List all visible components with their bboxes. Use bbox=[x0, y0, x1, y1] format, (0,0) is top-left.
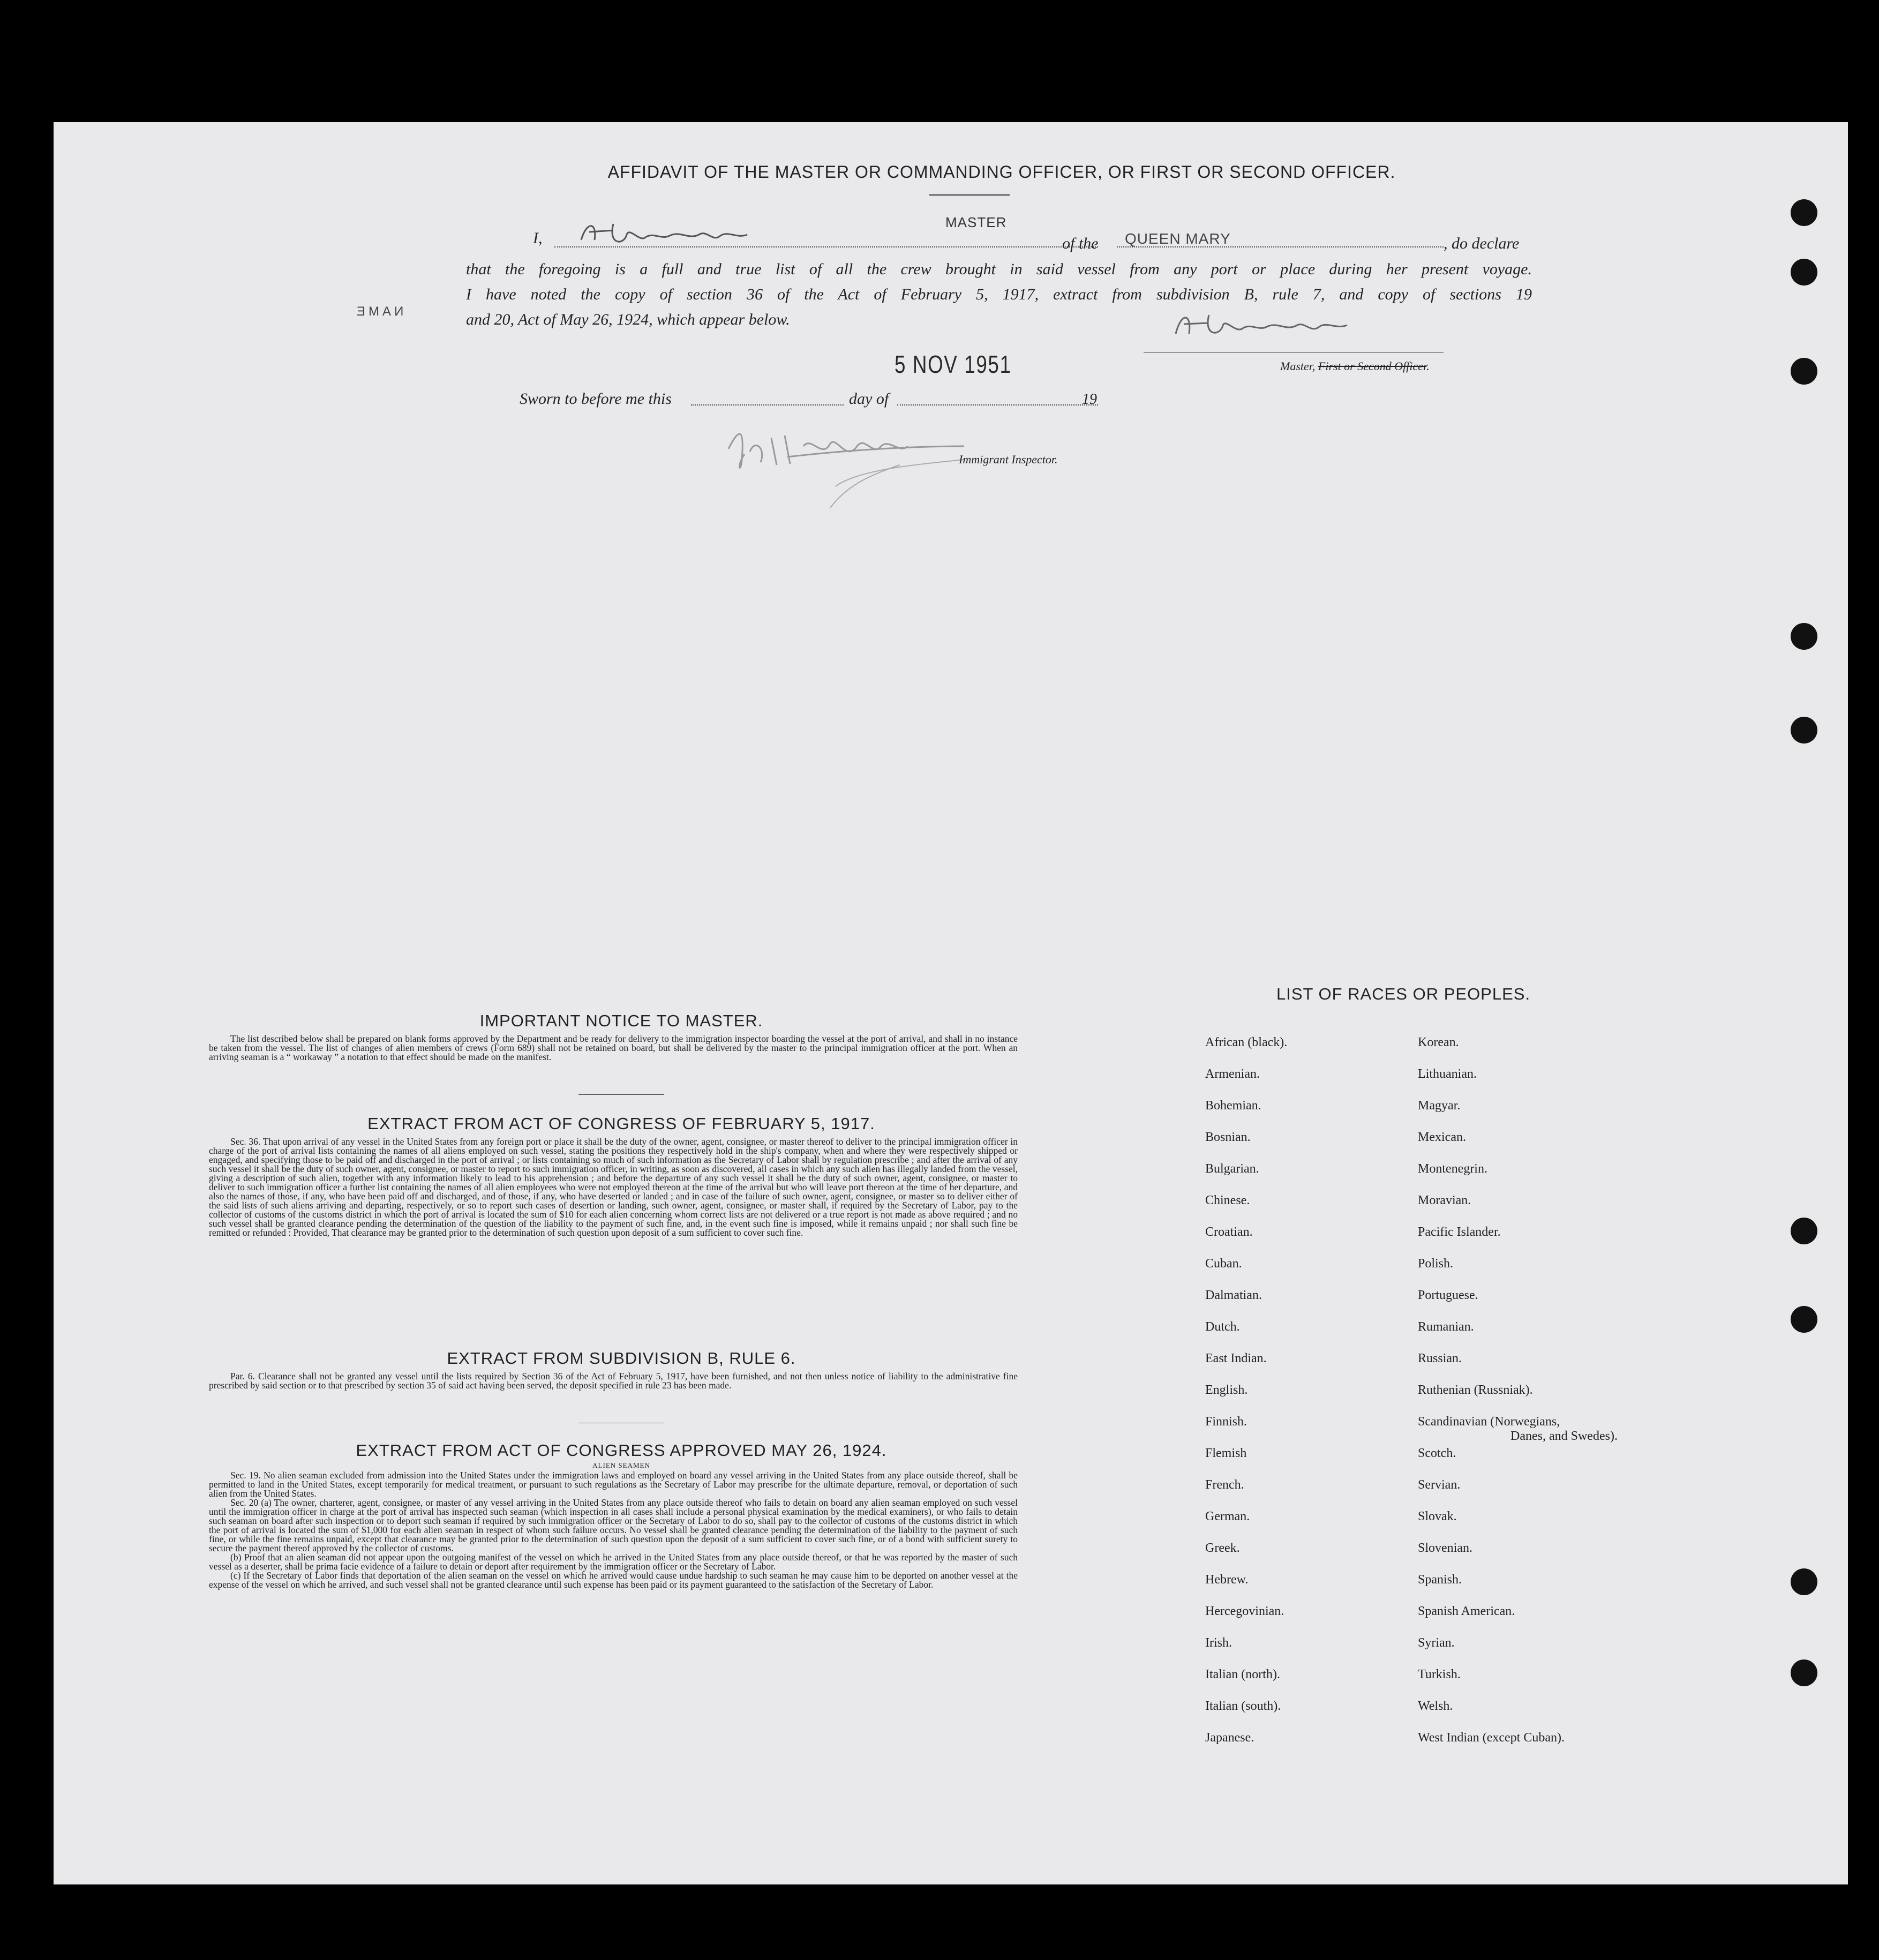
race-item-left: Flemish bbox=[1205, 1446, 1247, 1460]
master-signature-line bbox=[1144, 352, 1444, 353]
race-item-left: Italian (north). bbox=[1205, 1668, 1280, 1681]
race-item-right: Ruthenian (Russniak). bbox=[1418, 1383, 1533, 1397]
races-title: LIST OF RACES OR PEOPLES. bbox=[1276, 985, 1531, 1003]
race-item-right: Magyar. bbox=[1418, 1099, 1461, 1113]
sec19-paragraph: Sec. 19. No alien seaman excluded from admission into the United States under the immigration laws and employed on board any vessel arriving in the United States from any place outside thereof, shall be permitted to land in the United States, except temporarily for medical treatment, or pursuant to such regulations as the Secretary of Labor may prescribe for the ultimate departure, removal, or deportation of such alien from the United States. bbox=[209, 1470, 1018, 1499]
race-item-right: Lithuanian. bbox=[1418, 1067, 1477, 1081]
affidavit-line-2: I have noted the copy of section 36 of the Act of February 5, 1917, extract from subdivision B, rule 7, and copy of sections 19 bbox=[466, 286, 1532, 303]
race-item-left: Bulgarian. bbox=[1205, 1162, 1259, 1176]
race-item-left: East Indian. bbox=[1205, 1351, 1267, 1365]
race-item-right: Rumanian. bbox=[1418, 1320, 1474, 1334]
race-item-right: Slovak. bbox=[1418, 1510, 1457, 1523]
race-item-right: Moravian. bbox=[1418, 1193, 1471, 1207]
extract-1917-text bbox=[209, 1137, 1018, 1237]
race-item-left: Italian (south). bbox=[1205, 1699, 1281, 1713]
notice-text bbox=[209, 1034, 1018, 1062]
extract-1924-title: EXTRACT FROM ACT OF CONGRESS APPROVED MAY 26, 1924. bbox=[356, 1441, 887, 1460]
rule6-title: EXTRACT FROM SUBDIVISION B, RULE 6. bbox=[447, 1349, 796, 1368]
binder-hole bbox=[1791, 717, 1817, 744]
race-item-right: Welsh. bbox=[1418, 1699, 1453, 1713]
sec20c-paragraph: (c) If the Secretary of Labor finds that deportation of the alien seaman on the vessel on which he arrived would cause undue hardship to such seaman he may cause him to be deported on another vessel at the expense of the vessel on which he arrived, and such vessel shall not be granted clearance until such expense has been paid or its payment guaranteed to the satisfaction of the Secretary of Labor. bbox=[209, 1570, 1018, 1590]
binder-hole bbox=[1791, 1218, 1817, 1244]
inspector-signature-image bbox=[696, 417, 1018, 527]
race-item-left: Greek. bbox=[1205, 1541, 1240, 1555]
sworn-day-line bbox=[691, 404, 844, 405]
binder-hole bbox=[1791, 623, 1817, 650]
race-item-right: Servian. bbox=[1418, 1478, 1461, 1492]
rule6-text bbox=[209, 1372, 1018, 1390]
race-item-left: Japanese. bbox=[1205, 1731, 1254, 1745]
race-item-right: Polish. bbox=[1418, 1257, 1454, 1271]
title-divider bbox=[929, 194, 1010, 196]
affidavit-line-1: that the foregoing is a full and true list of all the crew brought in said vessel from any port or place during her present voyage. bbox=[466, 260, 1532, 278]
of-the-label: of the bbox=[1062, 235, 1099, 252]
race-item-left: Irish. bbox=[1205, 1636, 1232, 1650]
inspector-caption: Immigrant Inspector. bbox=[959, 453, 1058, 466]
race-item-right: Syrian. bbox=[1418, 1636, 1455, 1650]
binder-hole bbox=[1791, 1659, 1817, 1686]
binder-hole bbox=[1791, 199, 1817, 226]
master-signature-image bbox=[576, 219, 753, 253]
rule6-paragraph: Par. 6. Clearance shall not be granted any vessel until the lists required by Section 36 of the Act of February 5, 1917, have been furnished, and not then unless notice of liability to the administrative fine prescribed by said section or to that prescribed by section 35 of said act having been served, the deposit specified in rule 23 has been made. bbox=[209, 1371, 1018, 1391]
day-of-label: day of bbox=[849, 390, 889, 408]
year-prefix: 19 bbox=[1082, 391, 1097, 408]
sec20b-paragraph: (b) Proof that an alien seaman did not appear upon the outgoing manifest of the vessel on which he arrived in the United States from any place outside thereof, or that he was reported by the master of such vessel as a deserter, shall be prima facie evidence of a failure to detain or deport after requirement by the immigration officer or the Secretary of Labor. bbox=[209, 1552, 1018, 1572]
race-item-right: Russian. bbox=[1418, 1351, 1462, 1365]
document-page bbox=[54, 122, 1848, 1884]
affidavit-line-3: and 20, Act of May 26, 1924, which appear below. bbox=[466, 311, 790, 328]
margin-stamp: NAME bbox=[354, 304, 404, 319]
race-item-left: Armenian. bbox=[1205, 1067, 1260, 1081]
struck-officer-caption: First or Second Officer bbox=[1318, 359, 1427, 373]
race-item-left: Hercegovinian. bbox=[1205, 1604, 1284, 1618]
race-item-right: Mexican. bbox=[1418, 1130, 1466, 1144]
race-item-right: Slovenian. bbox=[1418, 1541, 1472, 1555]
race-item-left: German. bbox=[1205, 1510, 1250, 1523]
race-item-left: Cuban. bbox=[1205, 1257, 1242, 1271]
race-item-right: Spanish. bbox=[1418, 1573, 1462, 1587]
vessel-name: QUEEN MARY bbox=[1125, 230, 1231, 247]
date-stamp: 5 NOV 1951 bbox=[895, 350, 1012, 378]
race-item-left: English. bbox=[1205, 1383, 1248, 1397]
binder-hole bbox=[1791, 358, 1817, 385]
notice-title: IMPORTANT NOTICE TO MASTER. bbox=[479, 1011, 763, 1030]
race-item-left: Chinese. bbox=[1205, 1193, 1250, 1207]
notice-divider bbox=[578, 1094, 664, 1095]
race-item-left: Dalmatian. bbox=[1205, 1288, 1262, 1302]
do-declare-label: , do declare bbox=[1444, 235, 1520, 252]
master-caption bbox=[1280, 359, 1430, 373]
alien-seamen-subtitle: ALIEN SEAMEN bbox=[592, 1461, 650, 1469]
race-item-right: Turkish. bbox=[1418, 1668, 1461, 1681]
affidavit-title: AFFIDAVIT OF THE MASTER OR COMMANDING OFFICER, OR FIRST OR SECOND OFFICER. bbox=[607, 162, 1396, 182]
race-item-left: Bosnian. bbox=[1205, 1130, 1251, 1144]
race-item-right: Scotch. bbox=[1418, 1446, 1456, 1460]
race-item-left: African (black). bbox=[1205, 1035, 1288, 1049]
binder-hole bbox=[1791, 1306, 1817, 1333]
notice-paragraph: The list described below shall be prepared on blank forms approved by the Department and be ready for delivery to the immigration inspector boarding the vessel at the port of arrival, and shall in no instance be taken from the vessel. The list of changes of alien members of crews (Form 689) shall not be retained on board, but shall be delivered by the master to the principal immigration officer at the port. When an arriving seaman is a “ workaway ” a notation to that effect should be made on the manifest. bbox=[209, 1033, 1018, 1062]
extract-1924-text bbox=[209, 1471, 1018, 1589]
extract-1917-paragraph: Sec. 36. That upon arrival of any vessel in the United States from any foreign port or place it shall be the duty of the owner, agent, consignee, or master thereof to deliver to the principal immigration officer in charge of the port of arrival lists containing the names of all aliens employed on such vessel, stating the positions they respectively hold in the ship's company, when and where they were respectively shipped or engaged, and specifying those to be paid off and discharged in the port of arrival ; or lists containing so much of such information as the Secretary of Labor shall by regulation prescribe ; and after the arrival of any such vessel it shall be the duty of such owner, agent, consignee, or master to report to such immigration officer, in writing, as soon as discovered, all cases in which any such alien has illegally landed from the vessel, giving a description of such alien, together with any information likely to lead to his apprehension ; and before the departure of any such vessel it shall be the duty of such owner, agent, consignee, or master to deliver to such immigration officer a further list containing the names of all alien employees who were not employed thereon at the time of the arrival but who will leave port thereon at the time of her departure, and also the names of those, if any, who have been paid off and discharged, and of those, if any, who have deserted or landed ; and in case of the failure of such owner, agent, consignee, or master so to deliver either of the said lists of such aliens arriving and departing, respectively, or so to report such cases of desertion or landing, such owner, agent, consignee, or master shall, if required by the Secretary of Labor, pay to the collector of customs of the customs district in which the port of arrival is located the sum of $10 for each alien concerning whom correct lists are not delivered or a true report is not made as above required ; and no such vessel shall be granted clearance pending the determination of the question of the liability to the payment of such fine, and, in the event such fine is imposed, while it remains unpaid ; nor shall such fine be remitted or refunded : Provided, That clearance may be granted prior to the determination of such question upon deposit of a sum sufficient to cover such fine. bbox=[209, 1136, 1018, 1238]
sworn-month-line bbox=[897, 404, 1098, 405]
race-item-left: Croatian. bbox=[1205, 1225, 1253, 1239]
sworn-prefix: Sworn to before me this bbox=[520, 390, 672, 408]
race-item-left: French. bbox=[1205, 1478, 1244, 1492]
race-item-left: Bohemian. bbox=[1205, 1099, 1261, 1113]
race-item-right: Scandinavian (Norwegians, bbox=[1418, 1415, 1560, 1429]
race-item-right: Montenegrin. bbox=[1418, 1162, 1487, 1176]
master-stamp: MASTER bbox=[945, 214, 1007, 230]
race-item-right: Portuguese. bbox=[1418, 1288, 1478, 1302]
i-label: I, bbox=[533, 229, 543, 247]
binder-hole bbox=[1791, 1568, 1817, 1595]
race-scandinavian-continued: Danes, and Swedes). bbox=[1510, 1429, 1618, 1443]
race-item-left: Dutch. bbox=[1205, 1320, 1240, 1334]
race-item-right: West Indian (except Cuban). bbox=[1418, 1731, 1565, 1745]
master-signature-2-image bbox=[1170, 307, 1352, 347]
extract-1917-title: EXTRACT FROM ACT OF CONGRESS OF FEBRUARY 5, 1917. bbox=[367, 1114, 875, 1133]
sec20a-paragraph: Sec. 20 (a) The owner, charterer, agent, consignee, or master of any vessel arriving in the United States from any place outside thereof who fails to detain on board any alien seaman employed on such vessel until the immigration officer in charge at the port of arrival has inspected such seaman (which inspection in all cases shall include a personal physical examination by the medical examiners), or who fails to detain such seaman on board after such inspection or to deport such seaman if required by such immigration officer or the Secretary of Labor to do so, shall pay to the collector of customs of the customs district in which the port of arrival is located the sum of $1,000 for each alien seaman in respect of whom such failure occurs. No vessel shall be granted clearance pending the determination of the liability to the payment of such fine, or while the fine remains unpaid, except that clearance may be granted prior to the determination of such question upon the deposit of a sum sufficient to cover such fine, or of a bond with sufficient surety to secure the payment thereof approved by the collector of customs. bbox=[209, 1497, 1018, 1553]
race-item-right: Korean. bbox=[1418, 1035, 1459, 1049]
race-item-left: Hebrew. bbox=[1205, 1573, 1249, 1587]
binder-hole bbox=[1791, 259, 1817, 286]
race-item-left: Finnish. bbox=[1205, 1415, 1247, 1429]
master-caption-text: Master, bbox=[1280, 359, 1316, 373]
caption-period: . bbox=[1426, 359, 1430, 373]
race-item-right: Pacific Islander. bbox=[1418, 1225, 1501, 1239]
race-item-right: Spanish American. bbox=[1418, 1604, 1515, 1618]
